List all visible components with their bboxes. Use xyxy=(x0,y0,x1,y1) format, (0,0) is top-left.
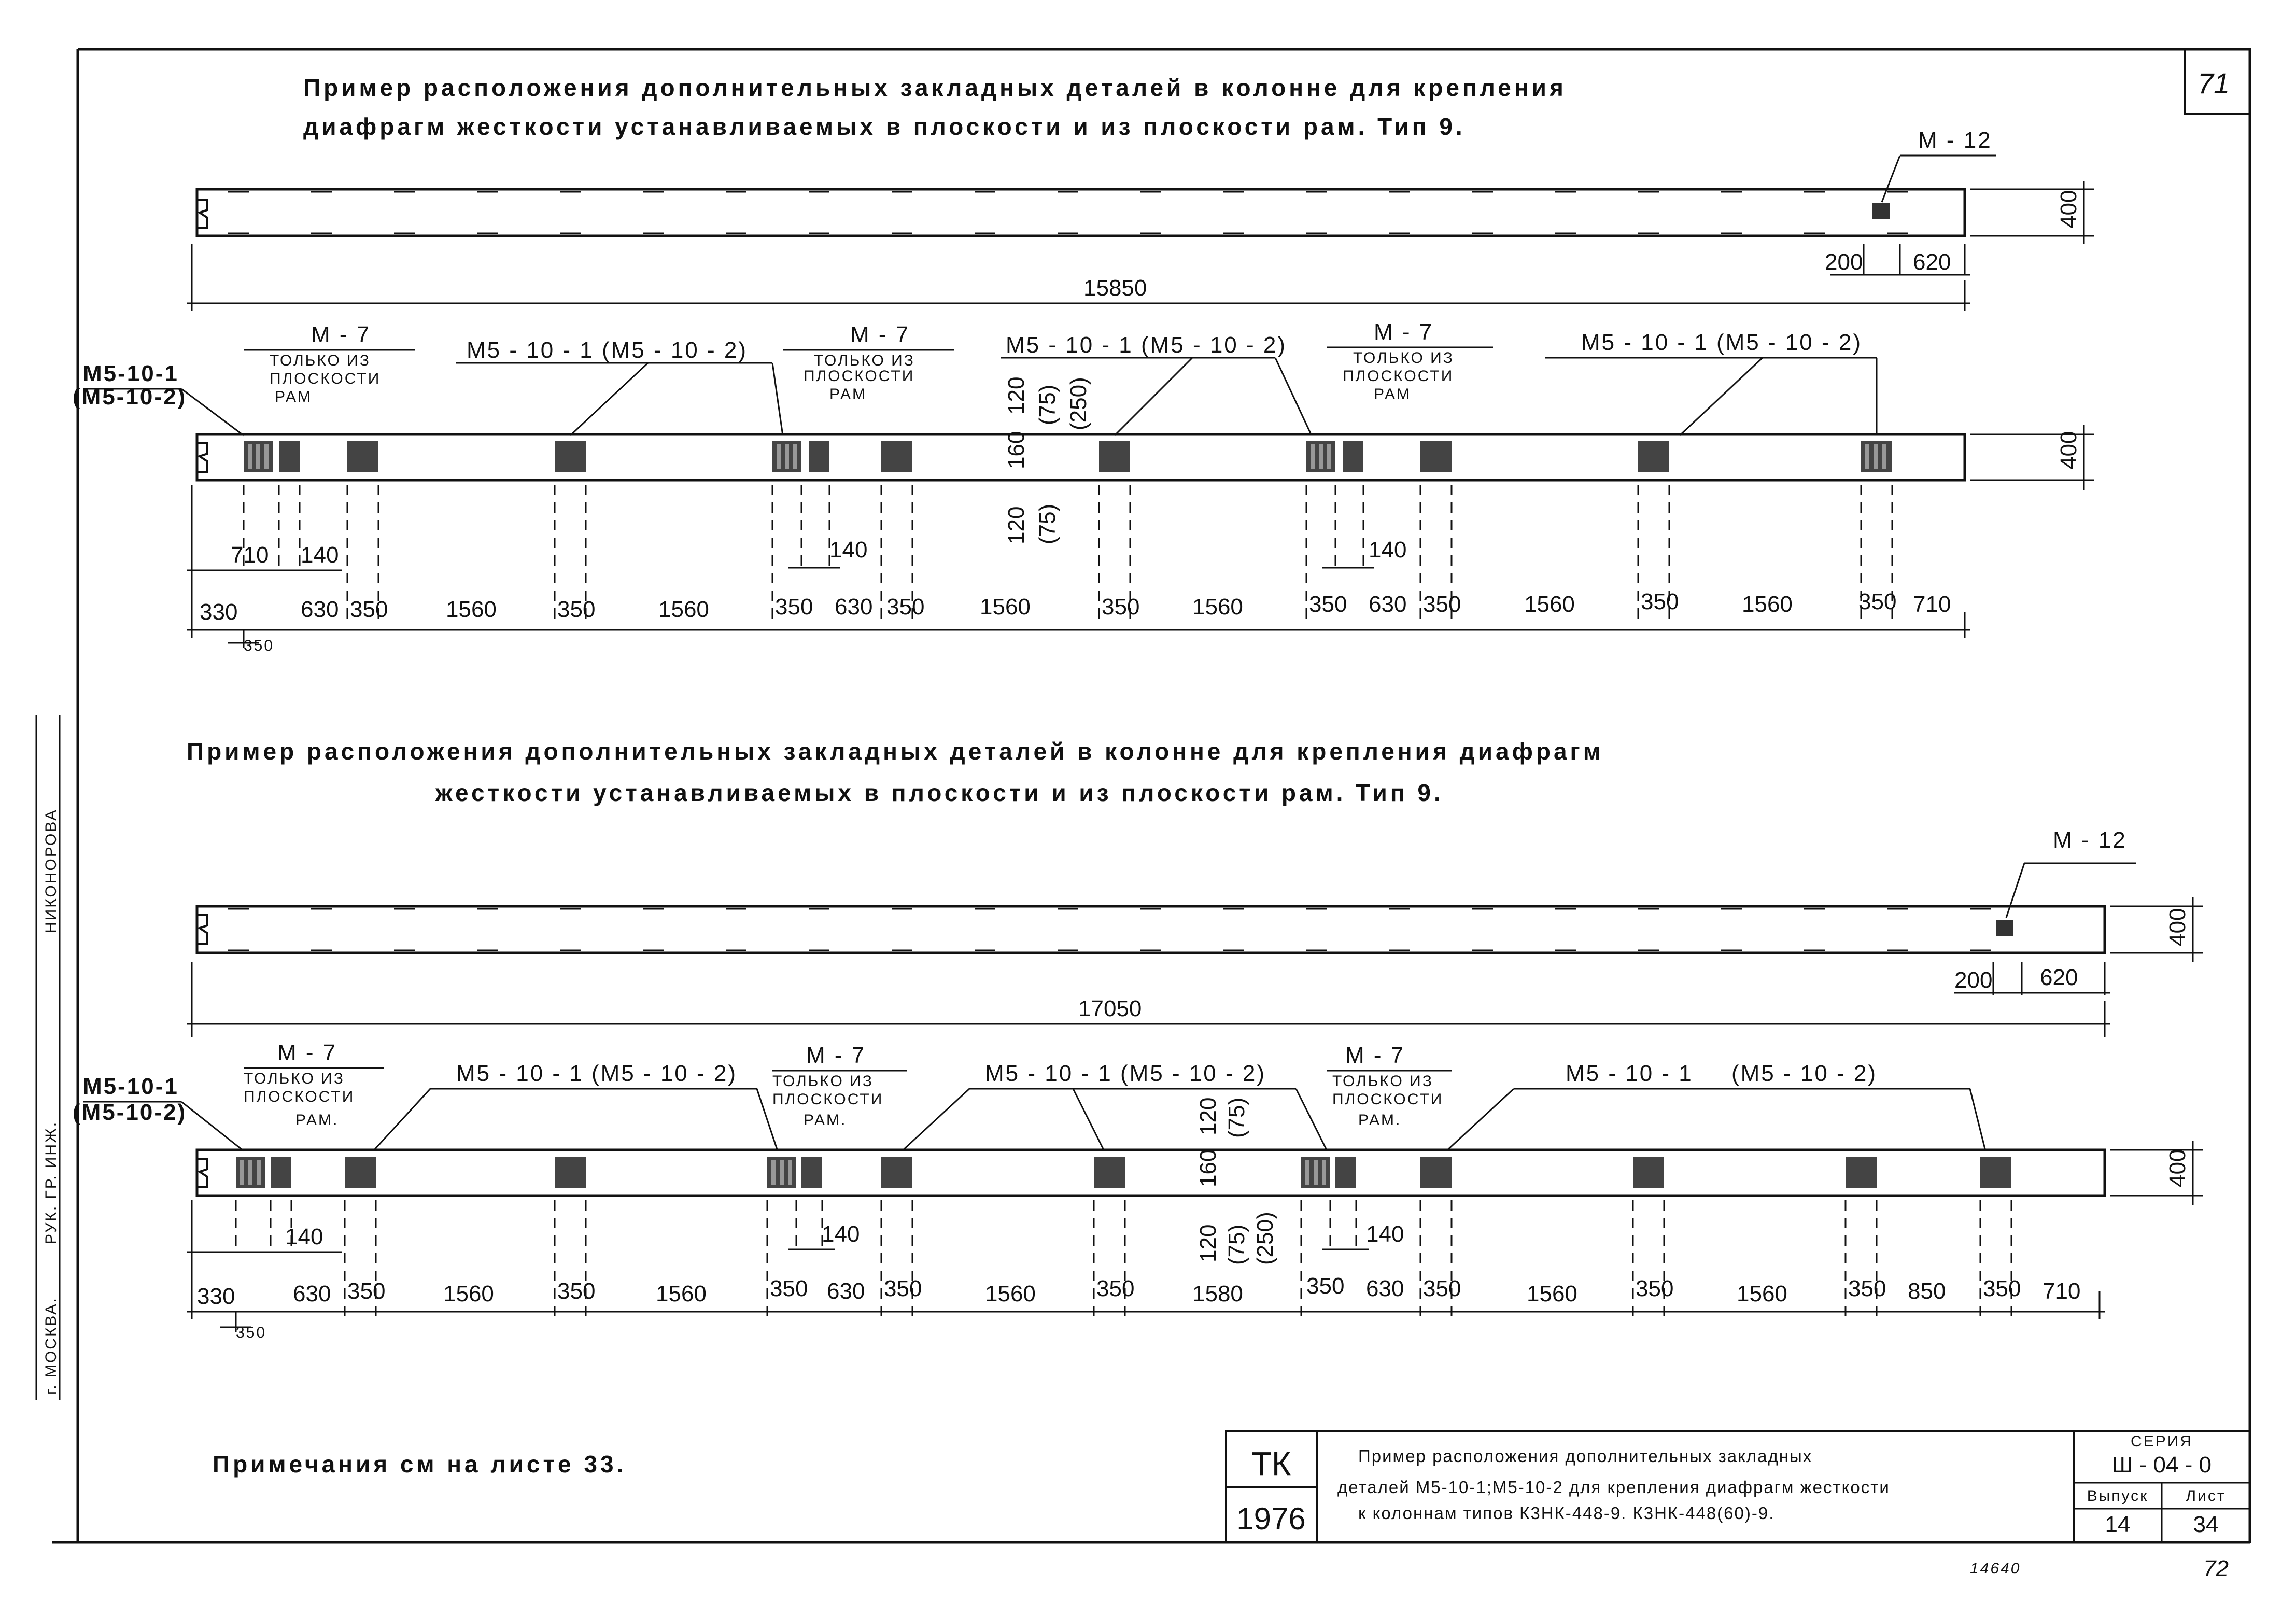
section-2-note-c-3: РАМ. xyxy=(1358,1112,1402,1129)
section-1-total-length: 15850 xyxy=(1083,275,1147,301)
section-2-row-dim: 350 xyxy=(1983,1276,2021,1301)
section-1-row-dim: 1560 xyxy=(980,594,1031,620)
section-1-column-elevation xyxy=(197,189,1965,236)
section-1-m12-plate xyxy=(1872,203,1890,219)
section-2-column-elevation xyxy=(197,906,2105,953)
section-2-bottom-height: 400 xyxy=(2165,1149,2190,1187)
section-1-dim-350-small: 350 xyxy=(244,637,275,654)
section-2-row-dim: 350 xyxy=(347,1278,386,1304)
section-1-row-dim: 350 xyxy=(350,597,388,622)
section-1-row-dim: 350 xyxy=(1423,592,1461,617)
section-1-row-dim: 1560 xyxy=(1192,594,1243,620)
section-2-dim-140-b: 140 xyxy=(822,1221,860,1247)
section-1-row-dim: 350 xyxy=(1309,592,1347,617)
section-1-note-c-3: РАМ xyxy=(1374,386,1412,403)
section-2-note-a-3: РАМ. xyxy=(295,1112,339,1129)
section-2-m5-label-c: М5 - 10 - 1 xyxy=(1566,1061,1693,1086)
section-1-row-dim: 350 xyxy=(557,597,596,622)
side-labels xyxy=(43,809,60,1395)
section-2-m7-c: М - 7 xyxy=(1345,1043,1405,1068)
stamp-org: ТК xyxy=(1251,1445,1291,1482)
section-2-vert-f: (75) xyxy=(1224,1224,1249,1265)
section-1-vert-b: (75) xyxy=(1035,384,1060,425)
section-1-row-dim: 1560 xyxy=(1742,592,1793,617)
section-1-dim-710: 710 xyxy=(231,542,269,568)
section-2-row-dim: 350 xyxy=(884,1276,922,1301)
side-label-role: РУК. ГР. ИНЖ. xyxy=(43,1120,60,1244)
section-2-note-c-2: ПЛОСКОСТИ xyxy=(1332,1091,1444,1108)
section-2-title-line-2: жесткости устанавливаемых в плоскости и из плоскости рам. Тип 9. xyxy=(435,779,1444,806)
section-2-title-line-1: Пример расположения дополнительных закладных деталей в колонне для крепления диафрагм xyxy=(187,738,1604,765)
section-2-row-dim: 1560 xyxy=(656,1281,707,1306)
section-2-row-dim: 1580 xyxy=(1192,1281,1243,1306)
section-2-dim-350-small: 350 xyxy=(236,1324,267,1341)
section-1-vert-f: (75) xyxy=(1035,503,1060,544)
section-1 xyxy=(73,74,2094,654)
section-2-dim-200: 200 xyxy=(1954,967,1993,993)
section-1-row-dim: 330 xyxy=(200,599,238,625)
section-1-row-dim: 350 xyxy=(1641,589,1679,614)
stamp-desc-1: Пример расположения дополнительных закладных xyxy=(1358,1446,1813,1466)
stamp-sheet-value: 34 xyxy=(2193,1512,2219,1537)
sheet-number: 71 xyxy=(2197,67,2230,100)
section-1-note-a-2: ПЛОСКОСТИ xyxy=(270,370,381,387)
section-1-m7-c: М - 7 xyxy=(1374,319,1434,345)
section-1-dim-140-b: 140 xyxy=(829,537,868,563)
section-1-row-dim: 350 xyxy=(1102,594,1140,620)
section-1-dim-140-a: 140 xyxy=(301,542,339,568)
section-1-dim-200: 200 xyxy=(1825,249,1863,275)
section-1-vertical-dims xyxy=(1004,377,1091,544)
section-1-dim-620: 620 xyxy=(1913,249,1951,275)
section-2-total-length: 17050 xyxy=(1078,996,1142,1021)
section-1-row-dim: 710 xyxy=(1913,592,1951,617)
section-2-m5-label-a: М5 - 10 - 1 (М5 - 10 - 2) xyxy=(456,1061,738,1086)
bottom-sheet-number: 72 xyxy=(2203,1556,2229,1581)
section-2-row-dim: 1560 xyxy=(985,1281,1036,1306)
section-2 xyxy=(73,738,2203,1341)
section-1-row-dim: 350 xyxy=(886,594,925,620)
section-2-row-dim: 350 xyxy=(1096,1276,1135,1301)
section-2-row-dim: 1560 xyxy=(1737,1281,1787,1306)
section-2-dim-140-a: 140 xyxy=(285,1224,323,1249)
section-1-note-a-3: РАМ xyxy=(275,388,313,405)
section-2-row-dim: 350 xyxy=(1306,1273,1345,1299)
section-1-m5-label-a: М5 - 10 - 1 (М5 - 10 - 2) xyxy=(467,338,748,363)
section-2-m7-a: М - 7 xyxy=(277,1040,337,1065)
section-2-row-dims xyxy=(197,1273,2080,1309)
section-2-m7-b: М - 7 xyxy=(806,1043,866,1068)
section-2-row-dim: 630 xyxy=(293,1281,331,1306)
section-1-vert-e: 120 xyxy=(1004,506,1029,544)
section-2-row-dim: 350 xyxy=(1423,1276,1461,1301)
side-label-city: г. МОСКВА. xyxy=(43,1297,60,1395)
section-1-row-dim: 350 xyxy=(775,594,813,620)
section-2-dim-140-c: 140 xyxy=(1366,1221,1404,1247)
stamp-desc-2: деталей М5-10-1;М5-10-2 для крепления диафрагм жесткости xyxy=(1337,1478,1890,1497)
notes-reference: Примечания см на листе 33. xyxy=(213,1451,627,1478)
section-2-row-dim: 630 xyxy=(1366,1276,1404,1301)
stamp-issue-label: Выпуск xyxy=(2087,1487,2149,1505)
section-1-row-dim: 1560 xyxy=(1524,592,1575,617)
section-1-row-dim: 630 xyxy=(835,594,873,620)
section-2-left-m5-b: (М5-10-2) xyxy=(73,1100,187,1125)
section-1-title-line-2: диафрагм жесткости устанавливаемых в плоскости и из плоскости рам. Тип 9. xyxy=(303,113,1466,140)
section-1-m5-label-c: М5 - 10 - 1 (М5 - 10 - 2) xyxy=(1581,330,1863,355)
section-1-plates xyxy=(244,441,1892,472)
stamp-desc-3: к колоннам типов К3НК-448-9. К3НК-448(60)-9. xyxy=(1358,1503,1775,1523)
stamp-sheet-label: Лист xyxy=(2186,1487,2226,1505)
stamp-year: 1976 xyxy=(1236,1501,1306,1536)
section-1-only-notes xyxy=(270,349,1454,405)
section-1-top-height: 400 xyxy=(2056,190,2081,228)
section-1-row-dim: 630 xyxy=(301,597,339,622)
section-1-note-b-2: ПЛОСКОСТИ xyxy=(804,368,915,385)
section-1-row-dims xyxy=(200,589,1951,625)
section-1-dim-140-c: 140 xyxy=(1369,537,1407,563)
section-2-vert-c: (250) xyxy=(1252,1212,1278,1265)
section-2-row-dim: 850 xyxy=(1908,1278,1946,1304)
section-2-note-b-2: ПЛОСКОСТИ xyxy=(772,1091,884,1108)
stamp-series-value: Ш - 04 - 0 xyxy=(2112,1452,2212,1478)
section-2-left-m5-a: М5-10-1 xyxy=(83,1074,179,1099)
section-1-left-m5-b: (М5-10-2) xyxy=(73,384,187,410)
section-2-m5-label-c2: (М5 - 10 - 2) xyxy=(1731,1061,1878,1086)
section-1-note-c-2: ПЛОСКОСТИ xyxy=(1343,368,1454,385)
section-2-row-dim: 350 xyxy=(557,1278,596,1304)
section-2-row-dim: 330 xyxy=(197,1284,235,1309)
section-1-row-dim: 630 xyxy=(1369,592,1407,617)
section-2-top-height: 400 xyxy=(2165,908,2190,946)
section-2-vert-b: (75) xyxy=(1224,1097,1249,1138)
section-1-note-a-1: ТОЛЬКО ИЗ xyxy=(270,352,371,369)
section-2-m12-plate xyxy=(1996,920,2013,936)
section-1-m7-b: М - 7 xyxy=(850,322,910,347)
section-2-m5-label-b: М5 - 10 - 1 (М5 - 10 - 2) xyxy=(985,1061,1266,1086)
section-1-note-c-1: ТОЛЬКО ИЗ xyxy=(1353,349,1454,367)
sheet-number-box xyxy=(2185,49,2250,114)
section-1-bottom-height: 400 xyxy=(2056,431,2081,469)
section-2-note-b-3: РАМ. xyxy=(804,1112,847,1129)
bottom-code: 14640 xyxy=(1970,1560,2021,1577)
section-2-plates xyxy=(236,1157,2011,1188)
section-2-row-dim: 350 xyxy=(770,1276,808,1301)
section-2-vert-e: 120 xyxy=(1195,1224,1221,1262)
section-1-column-plan xyxy=(197,434,1965,480)
section-1-row-dim: 1560 xyxy=(446,597,497,622)
section-2-note-b-1: ТОЛЬКО ИЗ xyxy=(772,1073,874,1090)
section-1-row-dim: 350 xyxy=(1858,589,1897,614)
section-1-vert-d: 160 xyxy=(1004,431,1029,469)
section-2-row-dim: 1560 xyxy=(1527,1281,1577,1306)
section-2-vert-a: 120 xyxy=(1195,1097,1221,1135)
stamp-series-label: СЕРИЯ xyxy=(2131,1433,2193,1450)
section-2-column-plan xyxy=(197,1150,2105,1196)
section-2-note-a-2: ПЛОСКОСТИ xyxy=(244,1088,355,1105)
section-2-row-dim: 350 xyxy=(1636,1276,1674,1301)
section-2-dim-620: 620 xyxy=(2040,965,2078,990)
section-2-vertical-dims xyxy=(1195,1098,1278,1265)
section-2-row-dim: 350 xyxy=(1848,1276,1886,1301)
section-1-title-line-1: Пример расположения дополнительных закладных деталей в колонне для крепления xyxy=(303,74,1567,101)
section-2-row-dim: 710 xyxy=(2043,1278,2081,1304)
section-1-note-b-3: РАМ xyxy=(829,386,867,403)
section-2-row-dim: 630 xyxy=(827,1278,865,1304)
section-2-m12-label: М - 12 xyxy=(2053,827,2127,853)
section-1-note-b-1: ТОЛЬКО ИЗ xyxy=(814,352,915,369)
section-1-m7-a: М - 7 xyxy=(311,322,371,347)
section-1-left-m5-a: М5-10-1 xyxy=(83,361,179,386)
stamp-issue-value: 14 xyxy=(2105,1512,2131,1537)
section-1-vert-c: (250) xyxy=(1066,377,1091,430)
section-1-vert-a: 120 xyxy=(1004,376,1029,415)
section-1-m5-label-b: М5 - 10 - 1 (М5 - 10 - 2) xyxy=(1006,332,1287,358)
section-1-row-dim: 1560 xyxy=(658,597,709,622)
section-1-m12-label: М - 12 xyxy=(1918,128,1992,153)
section-2-note-a-1: ТОЛЬКО ИЗ xyxy=(244,1070,345,1087)
title-block xyxy=(1226,1431,2250,1542)
section-2-vert-d: 160 xyxy=(1195,1149,1221,1187)
section-2-note-c-1: ТОЛЬКО ИЗ xyxy=(1332,1073,1433,1090)
section-2-row-dim: 1560 xyxy=(443,1281,494,1306)
side-label-name: НИКОНОРОВА xyxy=(43,808,60,933)
